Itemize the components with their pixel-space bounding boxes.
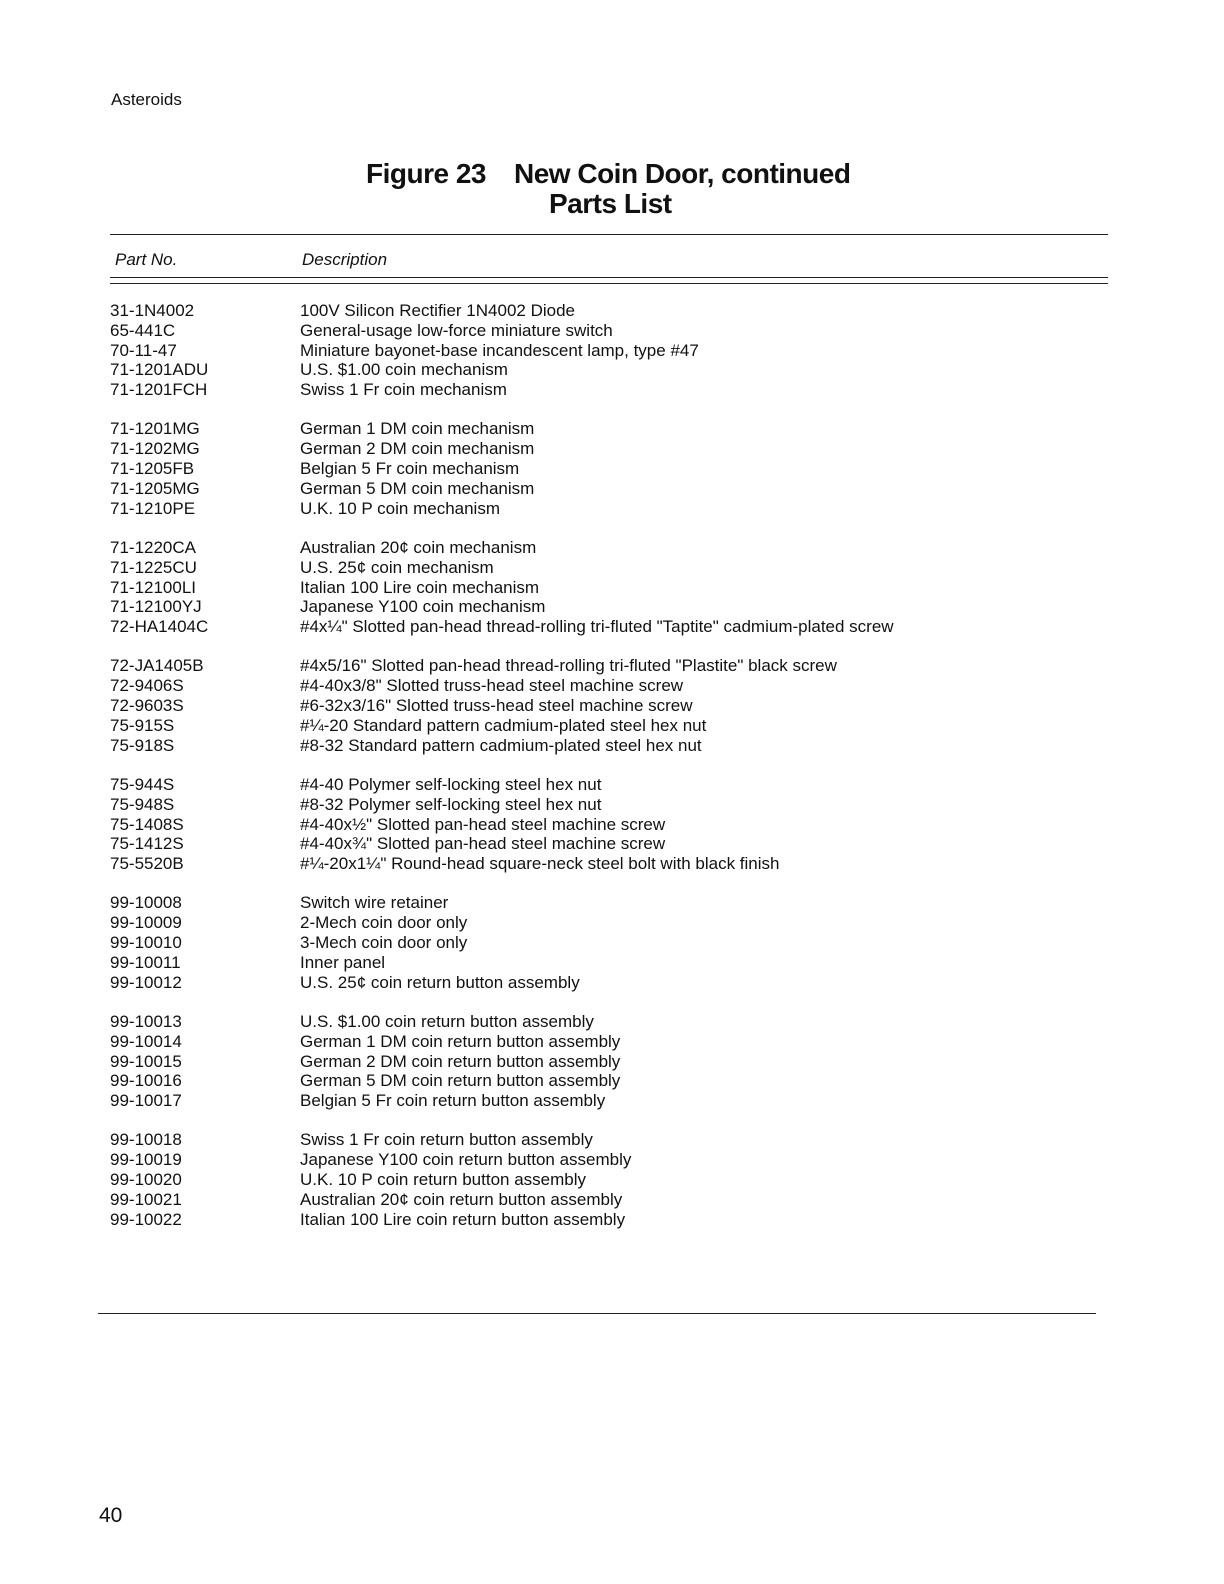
part-number: 71-1201ADU — [110, 360, 209, 380]
part-description: #4x¼" Slotted pan-head thread-rolling tri-fluted "Taptite" cadmium-plated screw — [300, 617, 894, 637]
part-description: German 2 DM coin return button assembly — [300, 1051, 621, 1071]
table-row — [110, 597, 1010, 617]
part-description: #¼-20 Standard pattern cadmium-plated steel hex nut — [300, 715, 707, 735]
part-description: Belgian 5 Fr coin mechanism — [300, 459, 520, 479]
parts-group — [110, 1130, 1010, 1229]
figure-subtitle: Parts List — [549, 188, 672, 219]
part-description: Italian 100 Lire coin return button assembly — [300, 1209, 626, 1229]
table-row — [110, 617, 1010, 637]
part-number: 99-10009 — [110, 913, 182, 933]
parts-group — [110, 419, 1010, 518]
part-number: 99-10019 — [110, 1150, 182, 1170]
table-row — [110, 1210, 1010, 1230]
part-description: #8-32 Polymer self-locking steel hex nut — [300, 794, 602, 814]
part-number: 72-JA1405B — [110, 656, 204, 676]
table-row — [110, 1052, 1010, 1072]
part-description: Miniature bayonet-base incandescent lamp, type #47 — [300, 340, 699, 360]
page-number: 40 — [99, 1504, 123, 1527]
table-row — [110, 973, 1010, 993]
table-row — [110, 953, 1010, 973]
table-row — [110, 321, 1010, 341]
part-description: German 1 DM coin mechanism — [300, 419, 535, 439]
part-description: Australian 20¢ coin return button assembly — [300, 1189, 623, 1209]
parts-group — [110, 893, 1010, 992]
part-number: 75-918S — [110, 735, 175, 755]
part-number: 71-1205MG — [110, 478, 200, 498]
table-row — [110, 775, 1010, 795]
table-row — [110, 1091, 1010, 1111]
table-row — [110, 893, 1010, 913]
part-description: #¼-20x1¼" Round-head square-neck steel bolt with black finish — [300, 854, 780, 874]
part-number: 70-11-47 — [110, 340, 177, 360]
part-description: Japanese Y100 coin return button assembly — [300, 1150, 632, 1170]
part-description: #4-40x½" Slotted pan-head steel machine screw — [300, 814, 666, 834]
parts-group — [110, 301, 1010, 400]
table-row — [110, 1012, 1010, 1032]
table-row — [110, 419, 1010, 439]
part-number: 75-5520B — [110, 854, 184, 874]
part-number: 71-1210PE — [110, 498, 196, 518]
table-row — [110, 459, 1010, 479]
table-row — [110, 1032, 1010, 1052]
table-row — [110, 499, 1010, 519]
part-description: #4x5/16" Slotted pan-head thread-rolling tri-fluted "Plastite" black screw — [300, 656, 837, 676]
table-row — [110, 1150, 1010, 1170]
header-rule-lower — [110, 283, 1108, 284]
parts-group — [110, 775, 1010, 874]
table-row — [110, 558, 1010, 578]
parts-group — [110, 1012, 1010, 1111]
part-number: 72-9603S — [110, 696, 184, 716]
table-row — [110, 1190, 1010, 1210]
title-line-1 — [366, 158, 850, 190]
part-number: 71-1205FB — [110, 459, 195, 479]
part-number: 99-10014 — [110, 1031, 182, 1051]
part-description: #8-32 Standard pattern cadmium-plated steel hex nut — [300, 735, 702, 755]
part-number: 99-10016 — [110, 1071, 182, 1091]
part-number: 72-9406S — [110, 676, 184, 696]
part-description: Swiss 1 Fr coin return button assembly — [300, 1130, 593, 1150]
part-description: Australian 20¢ coin mechanism — [300, 537, 537, 557]
part-description: German 5 DM coin return button assembly — [300, 1071, 621, 1091]
part-number: 99-10008 — [110, 893, 182, 913]
table-row — [110, 479, 1010, 499]
part-description: Swiss 1 Fr coin mechanism — [300, 380, 507, 400]
part-description: U.S. 25¢ coin return button assembly — [300, 972, 580, 992]
part-number: 99-10011 — [110, 952, 181, 972]
part-description: Japanese Y100 coin mechanism — [300, 597, 546, 617]
part-number: 71-1202MG — [110, 439, 200, 459]
figure-name: New Coin Door, continued — [514, 158, 851, 189]
part-description: U.K. 10 P coin mechanism — [300, 498, 500, 518]
figure-number: Figure 23 — [366, 158, 486, 189]
table-row — [110, 736, 1010, 756]
part-number: 99-10015 — [110, 1051, 182, 1071]
top-rule — [110, 234, 1108, 235]
table-row — [110, 676, 1010, 696]
table-row — [110, 913, 1010, 933]
part-description: German 1 DM coin return button assembly — [300, 1031, 621, 1051]
part-number: 99-10022 — [110, 1209, 182, 1229]
table-row — [110, 795, 1010, 815]
table-row — [110, 854, 1010, 874]
table-row — [110, 933, 1010, 953]
part-number: 75-1412S — [110, 834, 184, 854]
table-row — [110, 439, 1010, 459]
part-description: #6-32x3/16" Slotted truss-head steel machine screw — [300, 696, 693, 716]
table-row — [110, 538, 1010, 558]
parts-list-table — [110, 301, 1010, 1249]
part-number: 71-1225CU — [110, 557, 197, 577]
parts-group — [110, 656, 1010, 755]
part-description: Italian 100 Lire coin mechanism — [300, 577, 540, 597]
table-row — [110, 815, 1010, 835]
part-number: 99-10020 — [110, 1169, 182, 1189]
part-number: 71-12100LI — [110, 577, 197, 597]
part-description: U.K. 10 P coin return button assembly — [300, 1169, 587, 1189]
part-number: 99-10013 — [110, 1011, 182, 1031]
table-row — [110, 380, 1010, 400]
table-row — [110, 301, 1010, 321]
part-number: 99-10017 — [110, 1091, 182, 1111]
part-number: 72-HA1404C — [110, 617, 209, 637]
table-row — [110, 716, 1010, 736]
part-description: 2-Mech coin door only — [300, 913, 468, 933]
column-header-description: Description — [302, 250, 388, 269]
part-number: 75-915S — [110, 715, 175, 735]
part-number: 31-1N4002 — [110, 301, 195, 320]
part-description: 100V Silicon Rectifier 1N4002 Diode — [300, 301, 575, 320]
part-number: 99-10010 — [110, 933, 182, 953]
part-description: Inner panel — [300, 952, 386, 972]
running-head: Asteroids — [111, 90, 182, 109]
part-description: U.S. $1.00 coin return button assembly — [300, 1011, 594, 1031]
part-number: 75-944S — [110, 774, 175, 794]
part-description: 3-Mech coin door only — [300, 933, 468, 953]
part-number: 99-10018 — [110, 1130, 182, 1150]
table-row — [110, 656, 1010, 676]
part-description: Belgian 5 Fr coin return button assembly — [300, 1091, 606, 1111]
part-number: 99-10012 — [110, 972, 182, 992]
part-number: 65-441C — [110, 320, 176, 340]
part-description: #4-40x¾" Slotted pan-head steel machine screw — [300, 834, 666, 854]
bottom-rule — [98, 1313, 1096, 1314]
table-row — [110, 1071, 1010, 1091]
part-number: 75-948S — [110, 794, 175, 814]
part-description: General-usage low-force miniature switch — [300, 320, 613, 340]
part-description: German 2 DM coin mechanism — [300, 439, 535, 459]
table-row — [110, 834, 1010, 854]
table-row — [110, 1170, 1010, 1190]
table-row — [110, 578, 1010, 598]
part-description: German 5 DM coin mechanism — [300, 478, 535, 498]
column-header-part-no: Part No. — [115, 250, 178, 269]
part-description: U.S. $1.00 coin mechanism — [300, 360, 508, 380]
part-description: Switch wire retainer — [300, 893, 449, 913]
part-number: 75-1408S — [110, 814, 184, 834]
parts-group — [110, 538, 1010, 637]
part-number: 99-10021 — [110, 1189, 182, 1209]
part-description: #4-40 Polymer self-locking steel hex nut — [300, 774, 602, 794]
part-number: 71-1201MG — [110, 419, 200, 439]
part-description: #4-40x3/8" Slotted truss-head steel machine screw — [300, 676, 684, 696]
part-number: 71-12100YJ — [110, 597, 202, 617]
table-row — [110, 696, 1010, 716]
part-number: 71-1201FCH — [110, 380, 208, 400]
table-row — [110, 360, 1010, 380]
header-rule-upper — [110, 277, 1108, 278]
part-number: 71-1220CA — [110, 537, 197, 557]
part-description: U.S. 25¢ coin mechanism — [300, 557, 494, 577]
table-row — [110, 1130, 1010, 1150]
table-row — [110, 341, 1010, 361]
